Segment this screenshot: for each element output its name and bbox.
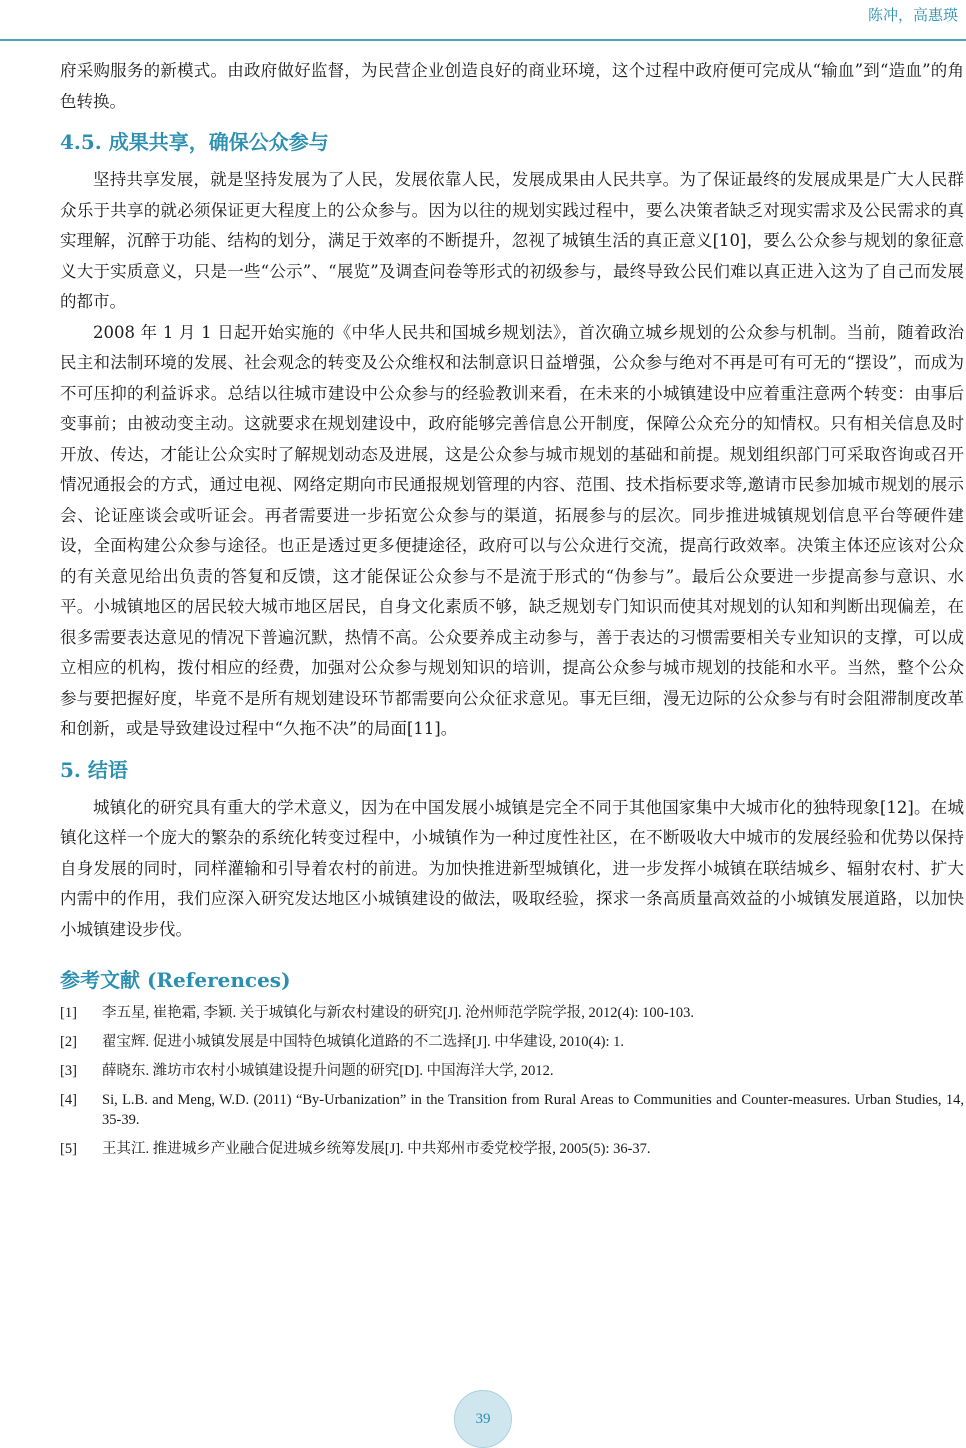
reference-item bbox=[60, 1061, 964, 1081]
reference-item bbox=[60, 1003, 964, 1023]
section-heading-5: 5. 结语 bbox=[60, 757, 128, 782]
header-rule bbox=[0, 39, 966, 41]
paragraph: 2008 年 1 月 1 日起开始实施的《中华人民共和国城乡规划法》，首次确立城乡规划的公众参与机制。当前，随着政治民主和法制环境的发展、社会观念的转变及公众维权和法制意识日益增强，公众参与绝对不再是可有可无的“摆设”，而成为不可压抑的利益诉求。总结以往城市建设中公众参与的经验教训来看，在未来的小城镇建设中应着重注意两个转变：由事后变事前；由被动变主动。这就要求在规划建设中，政府能够完善信息公开制度，保障公众充分的知情权。只有相关信息及时开放、传达，才能让公众实时了解规划动态及进展，这是公众参与城市规划的基础和前提。规划组织部门可采取咨询或召开情况通报会的方式，通过电视、网络定期向市民通报规划管理的内容、范围、技术指标要求等,邀请市民参加城市规划的展示会、论证座谈会或听证会。再者需要进一步拓宽公众参与的渠道，拓展参与的层次。同步推进城镇规划信息平台等硬件建设，全面构建公众参与途径。也正是透过更多便捷途径，政府可以与公众进行交流，提高行政效率。决策主体还应该对公众的有关意见给出负责的答复和反馈，这才能保证公众参与不是流于形式的“伪参与”。最后公众要进一步提高参与意识、水平。小城镇地区的居民较大城市地区居民，自身文化素质不够，缺乏规划专门知识而使其对规划的认知和判断出现偏差，在很多需要表达意见的情况下普遍沉默，热情不高。公众要养成主动参与，善于表达的习惯需要相关专业知识的支撑，可以成立相应的机构，拨付相应的经费，加强对公众参与规划知识的培训，提高公众参与城市规划的技能和水平。当然，整个公众参与要把握好度，毕竟不是所有规划建设环节都需要向公众征求意见。事无巨细，漫无边际的公众参与有时会阻滞制度改革和创新，或是导致建设过程中“久拖不决”的局面[11]。 bbox=[60, 322, 964, 738]
page-number: 39 bbox=[454, 1390, 512, 1448]
reference-text: 薛晓东. 潍坊市农村小城镇建设提升问题的研究[D]. 中国海洋大学, 2012. bbox=[102, 1063, 554, 1079]
section-heading-4-5: 4.5. 成果共享，确保公众参与 bbox=[60, 130, 329, 154]
header-authors: 陈冲，高惠瑛 bbox=[867, 6, 958, 24]
reference-item bbox=[60, 1090, 964, 1130]
paragraph-continued: 府采购服务的新模式。由政府做好监督，为民营企业创造良好的商业环境，这个过程中政府便可完成从“输血”到“造血”的角色转换。 bbox=[60, 61, 964, 111]
reference-number: [1] bbox=[60, 1005, 77, 1021]
reference-text: 翟宝辉. 促进小城镇发展是中国特色城镇化道路的不二选择[J]. 中华建设, 2010(4): 1. bbox=[102, 1034, 624, 1050]
reference-number: [4] bbox=[60, 1092, 77, 1108]
paragraph: 城镇化的研究具有重大的学术意义，因为在中国发展小城镇是完全不同于其他国家集中大城市化的独特现象[12]。在城镇化这样一个庞大的繁杂的系统化转变过程中，小城镇作为一种过度性社区，在不断吸收大中城市的发展经验和优势以保持自身发展的同时，同样灌输和引导着农村的前进。为加快推进新型城镇化，进一步发挥小城镇在联结城乡、辐射农村、扩大内需中的作用，我们应深入研究发达地区小城镇建设的做法，吸取经验，探求一条高质量高效益的小城镇发展道路，以加快小城镇建设步伐。 bbox=[60, 797, 964, 939]
paragraph: 坚持共享发展，就是坚持发展为了人民，发展依靠人民，发展成果由人民共享。为了保证最终的发展成果是广大人民群众乐于共享的就必须保证更大程度上的公众参与。因为以往的规划实践过程中，要么决策者缺乏对现实需求及公民需求的真实理解，沉醉于功能、结构的划分，满足于效率的不断提升，忽视了城镇生活的真正意义[10]，要么公众参与规划的象征意义大于实质意义，只是一些“公示”、“展览”及调查问卷等形式的初级参与，最终导致公民们难以真正进入这为了自己而发展的都市。 bbox=[60, 170, 964, 311]
article-body bbox=[60, 56, 964, 1168]
reference-item bbox=[60, 1139, 964, 1159]
references-heading: 参考文献 (References) bbox=[60, 968, 291, 992]
reference-number: [5] bbox=[60, 1141, 77, 1157]
reference-number: [2] bbox=[60, 1034, 77, 1050]
reference-text: Si, L.B. and Meng, W.D. (2011) “By-Urbanization” in the Transition from Rural Areas to Communities and Counter-measures. Urban Studies, 14, 35-39. bbox=[102, 1092, 964, 1128]
reference-number: [3] bbox=[60, 1063, 77, 1079]
reference-item bbox=[60, 1032, 964, 1052]
reference-list bbox=[60, 1003, 964, 1159]
page-header bbox=[0, 0, 966, 40]
reference-text: 李五星, 崔艳霜, 李颖. 关于城镇化与新农村建设的研究[J]. 沧州师范学院学报, 2012(4): 100-103. bbox=[102, 1005, 695, 1021]
reference-text: 王其江. 推进城乡产业融合促进城乡统筹发展[J]. 中共郑州市委党校学报, 2005(5): 36-37. bbox=[102, 1141, 651, 1157]
